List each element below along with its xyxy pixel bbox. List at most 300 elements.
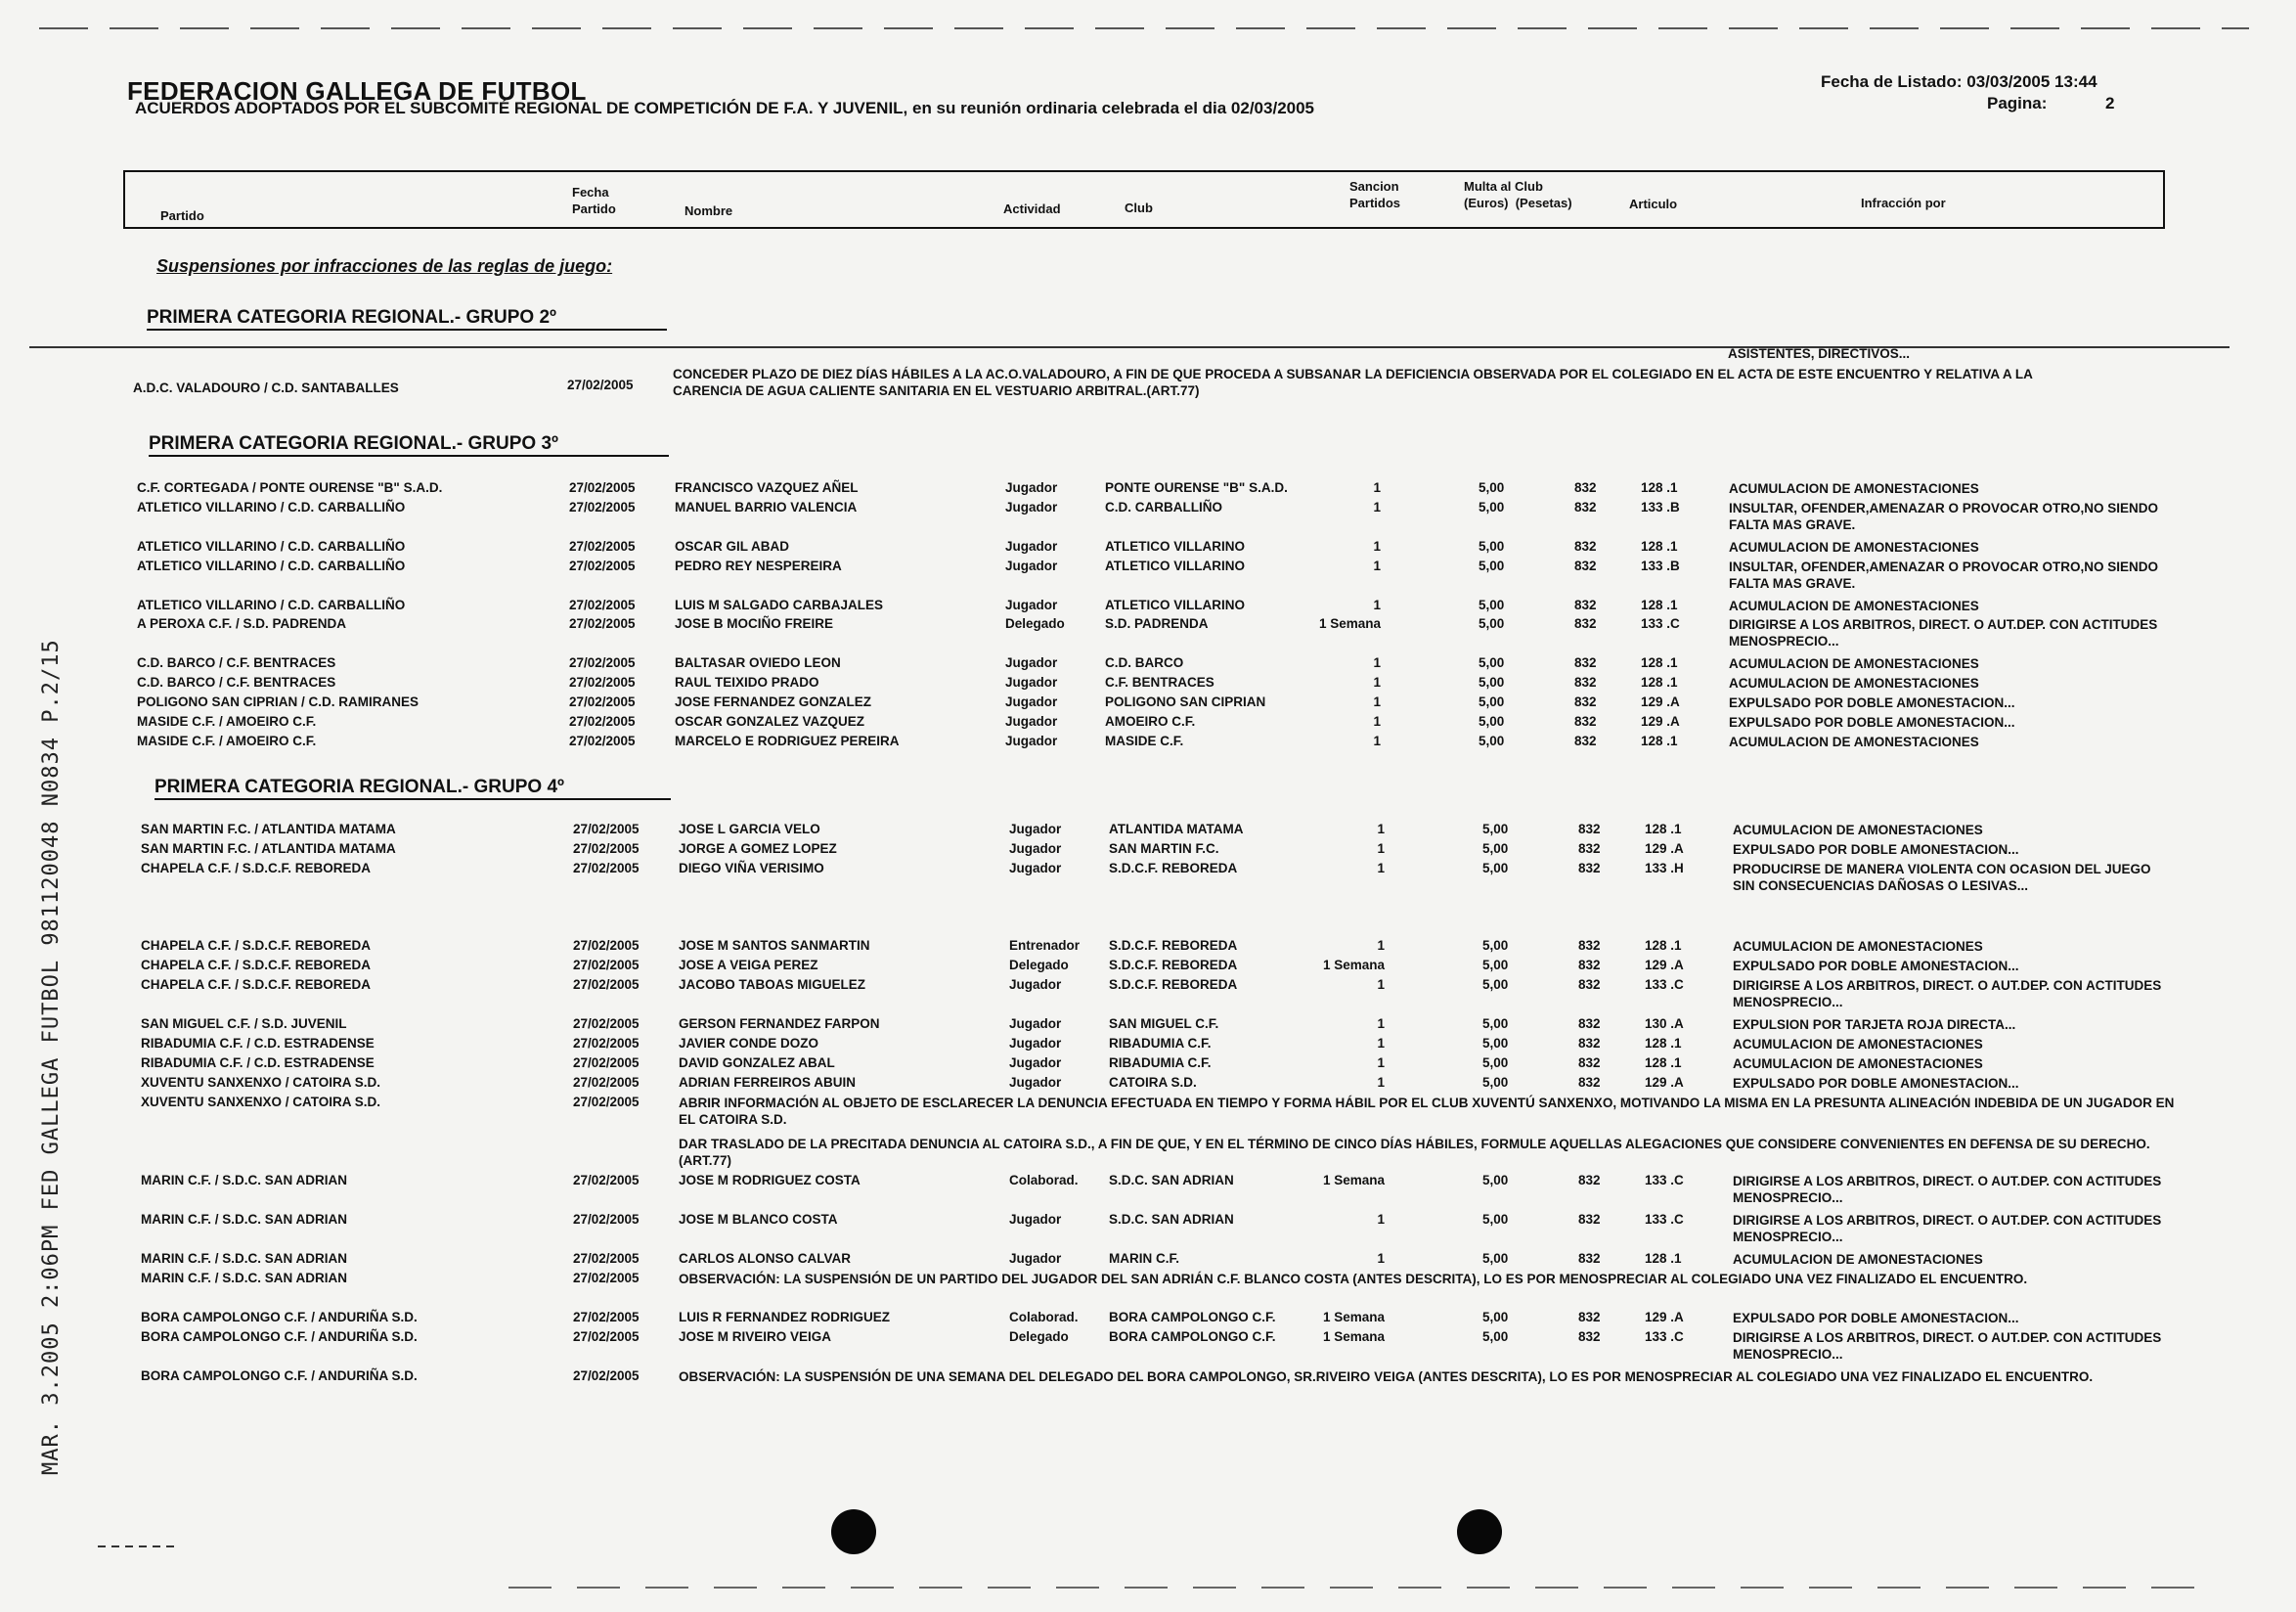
partido: C.D. BARCO / C.F. BENTRACES	[137, 655, 336, 670]
infraccion: DIRIGIRSE A LOS ARBITROS, DIRECT. O AUT.DEP. CON ACTITUDES MENOSPRECIO...	[1733, 1174, 2162, 1205]
fecha: 27/02/2005	[573, 1075, 640, 1090]
sancion: 1	[1373, 694, 1381, 709]
fecha: 27/02/2005	[569, 714, 636, 729]
nombre: OSCAR GONZALEZ VAZQUEZ	[675, 714, 864, 729]
actividad: Jugador	[1009, 1075, 1062, 1090]
sancion: 1	[1377, 1251, 1385, 1266]
sancion: 1	[1377, 841, 1385, 856]
partido: ATLETICO VILLARINO / C.D. CARBALLIÑO	[137, 559, 406, 573]
sancion: 1 Semana	[1318, 616, 1381, 631]
pesetas: 832	[1578, 958, 1601, 972]
infraccion: EXPULSADO POR DOBLE AMONESTACION...	[1733, 1311, 2019, 1325]
actividad: Jugador	[1005, 500, 1058, 515]
partido: MASIDE C.F. / AMOEIRO C.F.	[137, 734, 317, 748]
pesetas: 832	[1578, 822, 1601, 836]
partido: MARIN C.F. / S.D.C. SAN ADRIAN	[141, 1251, 348, 1266]
articulo: 133 .B	[1641, 500, 1680, 515]
euros: 5,00	[1479, 694, 1505, 709]
partido: ATLETICO VILLARINO / C.D. CARBALLIÑO	[137, 539, 406, 554]
sancion: 1	[1377, 861, 1385, 875]
nombre: MANUEL BARRIO VALENCIA	[675, 500, 858, 515]
federation-title: FEDERACION GALLEGA DE FUTBOL	[127, 76, 587, 106]
fecha: 27/02/2005	[573, 1310, 640, 1324]
nombre: JACOBO TABOAS MIGUELEZ	[679, 977, 866, 992]
nombre: GERSON FERNANDEZ FARPON	[679, 1016, 880, 1031]
fecha: 27/02/2005	[573, 1016, 640, 1031]
resolution-note: DAR TRASLADO DE LA PRECITADA DENUNCIA AL CATOIRA S.D., A FIN DE QUE, Y EN EL TÉRMINO DE CINCO DÍAS HÁBILES, FORMULE AQUELLAS ALEGACIONES QUE CONSIDERE CONVENIENTES EN DEFENSA DE SU DERECHO.(ART.77)	[679, 1137, 2150, 1168]
infraccion: ACUMULACION DE AMONESTACIONES	[1729, 540, 1979, 555]
fecha: 27/02/2005	[573, 1251, 640, 1266]
pesetas: 832	[1578, 861, 1601, 875]
sancion: 1	[1373, 734, 1381, 748]
col-partido: Partido	[160, 208, 204, 223]
pesetas: 832	[1578, 1055, 1601, 1070]
euros: 5,00	[1482, 1016, 1509, 1031]
infraccion: ACUMULACION DE AMONESTACIONES	[1733, 1056, 1983, 1071]
pesetas: 832	[1578, 1310, 1601, 1324]
infraccion: ACUMULACION DE AMONESTACIONES	[1733, 1037, 1983, 1052]
partido: RIBADUMIA C.F. / C.D. ESTRADENSE	[141, 1036, 375, 1051]
nombre: JOSE A VEIGA PEREZ	[679, 958, 818, 972]
actividad: Jugador	[1009, 1251, 1062, 1266]
pesetas: 832	[1578, 938, 1601, 953]
nombre: JOSE M SANTOS SANMARTIN	[679, 938, 870, 953]
nombre: OSCAR GIL ABAD	[675, 539, 790, 554]
euros: 5,00	[1482, 1173, 1509, 1187]
fecha: 27/02/2005	[573, 1271, 640, 1285]
col-actividad: Actividad	[1003, 202, 1061, 216]
pesetas: 832	[1578, 1075, 1601, 1090]
fecha: 27/02/2005	[569, 500, 636, 515]
sancion: 1 Semana	[1322, 1329, 1385, 1344]
club: MASIDE C.F.	[1105, 734, 1184, 748]
nombre: JOSE M RIVEIRO VEIGA	[679, 1329, 832, 1344]
club: S.D.C.F. REBOREDA	[1109, 938, 1238, 953]
actividad: Colaborad.	[1009, 1310, 1079, 1324]
club: C.D. CARBALLIÑO	[1105, 500, 1222, 515]
fecha: 27/02/2005	[569, 480, 636, 495]
fecha: 27/02/2005	[569, 616, 636, 631]
actividad: Jugador	[1005, 559, 1058, 573]
partido: BORA CAMPOLONGO C.F. / ANDURIÑA S.D.	[141, 1329, 418, 1344]
actividad: Jugador	[1009, 1055, 1062, 1070]
euros: 5,00	[1479, 675, 1505, 690]
euros: 5,00	[1482, 841, 1509, 856]
partido: ATLETICO VILLARINO / C.D. CARBALLIÑO	[137, 500, 406, 515]
infraccion: INSULTAR, OFENDER,AMENAZAR O PROVOCAR OTRO,NO SIENDO FALTA MAS GRAVE.	[1729, 560, 2159, 591]
sancion: 1	[1377, 1212, 1385, 1227]
articulo: 128 .1	[1645, 938, 1682, 953]
euros: 5,00	[1482, 1310, 1509, 1324]
infraccion: EXPULSADO POR DOBLE AMONESTACION...	[1733, 842, 2019, 857]
partido: MASIDE C.F. / AMOEIRO C.F.	[137, 714, 317, 729]
actividad: Jugador	[1005, 655, 1058, 670]
actividad: Jugador	[1005, 714, 1058, 729]
sancion: 1	[1373, 559, 1381, 573]
club: CATOIRA S.D.	[1109, 1075, 1197, 1090]
partido: SAN MARTIN F.C. / ATLANTIDA MATAMA	[141, 822, 396, 836]
pesetas: 832	[1574, 598, 1597, 612]
nombre: JOSE L GARCIA VELO	[679, 822, 820, 836]
pesetas: 832	[1578, 841, 1601, 856]
euros: 5,00	[1482, 958, 1509, 972]
partido: BORA CAMPOLONGO C.F. / ANDURIÑA S.D.	[141, 1368, 418, 1383]
fecha: 27/02/2005	[569, 734, 636, 748]
section-title: Suspensiones por infracciones de las reglas de juego:	[156, 256, 613, 276]
sancion: 1	[1377, 1075, 1385, 1090]
club: S.D.C. SAN ADRIAN	[1109, 1173, 1234, 1187]
club: POLIGONO SAN CIPRIAN	[1105, 694, 1266, 709]
fecha: 27/02/2005	[573, 1055, 640, 1070]
club: SAN MARTIN F.C.	[1109, 841, 1219, 856]
nombre: PEDRO REY NESPEREIRA	[675, 559, 842, 573]
fax-transmission-line: MAR. 3.2005 2:06PM FED GALLEGA FUTBOL 981120048 N0834 P.2/15	[39, 639, 64, 1475]
club: S.D.C.F. REBOREDA	[1109, 977, 1238, 992]
nombre: JORGE A GOMEZ LOPEZ	[679, 841, 837, 856]
sancion: 1	[1377, 822, 1385, 836]
fecha: 27/02/2005	[573, 1173, 640, 1187]
articulo: 129 .A	[1645, 1075, 1684, 1090]
euros: 5,00	[1479, 734, 1505, 748]
sancion: 1 Semana	[1322, 1310, 1385, 1324]
col-fecha: Fecha Partido	[572, 185, 616, 216]
pesetas: 832	[1578, 1173, 1601, 1187]
fecha: 27/02/2005	[573, 958, 640, 972]
sancion: 1	[1373, 500, 1381, 515]
sancion: 1	[1377, 1036, 1385, 1051]
fecha: 27/02/2005	[573, 977, 640, 992]
club: AMOEIRO C.F.	[1105, 714, 1196, 729]
fecha: 27/02/2005	[569, 539, 636, 554]
fecha: 27/02/2005	[573, 938, 640, 953]
punch-hole	[1457, 1509, 1502, 1554]
euros: 5,00	[1482, 1212, 1509, 1227]
carryover-text: ASISTENTES, DIRECTIVOS...	[1728, 346, 1911, 361]
nombre: MARCELO E RODRIGUEZ PEREIRA	[675, 734, 900, 748]
pesetas: 832	[1578, 1251, 1601, 1266]
infraccion: EXPULSADO POR DOBLE AMONESTACION...	[1729, 695, 2015, 710]
sancion: 1	[1377, 938, 1385, 953]
partido: XUVENTU SANXENXO / CATOIRA S.D.	[141, 1095, 381, 1109]
club: C.F. BENTRACES	[1105, 675, 1214, 690]
club: RIBADUMIA C.F.	[1109, 1036, 1212, 1051]
fecha: 27/02/2005	[569, 655, 636, 670]
infraccion: INSULTAR, OFENDER,AMENAZAR O PROVOCAR OTRO,NO SIENDO FALTA MAS GRAVE.	[1729, 501, 2159, 532]
pesetas: 832	[1578, 1016, 1601, 1031]
pesetas: 832	[1578, 1329, 1601, 1344]
infraccion: ACUMULACION DE AMONESTACIONES	[1729, 676, 1979, 691]
infraccion: ACUMULACION DE AMONESTACIONES	[1729, 656, 1979, 671]
sancion: 1 Semana	[1322, 958, 1385, 972]
group-title-2: PRIMERA CATEGORIA REGIONAL.- GRUPO 2º	[147, 307, 556, 328]
group-title-4: PRIMERA CATEGORIA REGIONAL.- GRUPO 4º	[155, 777, 564, 797]
actividad: Entrenador	[1009, 938, 1081, 953]
pesetas: 832	[1574, 694, 1597, 709]
nombre: RAUL TEIXIDO PRADO	[675, 675, 819, 690]
club: BORA CAMPOLONGO C.F.	[1109, 1310, 1276, 1324]
sancion: 1	[1373, 539, 1381, 554]
euros: 5,00	[1482, 1329, 1509, 1344]
euros: 5,00	[1479, 539, 1505, 554]
fecha: 27/02/2005	[573, 1036, 640, 1051]
infraccion: EXPULSADO POR DOBLE AMONESTACION...	[1733, 1076, 2019, 1091]
euros: 5,00	[1482, 822, 1509, 836]
euros: 5,00	[1482, 938, 1509, 953]
articulo: 133 .C	[1645, 1329, 1684, 1344]
euros: 5,00	[1482, 1075, 1509, 1090]
articulo: 128 .1	[1645, 1036, 1682, 1051]
pesetas: 832	[1578, 1036, 1601, 1051]
club: PONTE OURENSE "B" S.A.D.	[1105, 480, 1288, 495]
club: SAN MIGUEL C.F.	[1109, 1016, 1219, 1031]
pesetas: 832	[1574, 734, 1597, 748]
articulo: 133 .C	[1645, 977, 1684, 992]
fecha: 27/02/2005	[573, 822, 640, 836]
partido: MARIN C.F. / S.D.C. SAN ADRIAN	[141, 1212, 348, 1227]
articulo: 133 .H	[1645, 861, 1684, 875]
nombre: DAVID GONZALEZ ABAL	[679, 1055, 835, 1070]
fecha: 27/02/2005	[573, 1329, 640, 1344]
group-underline	[155, 798, 671, 800]
actividad: Colaborad.	[1009, 1173, 1079, 1187]
euros: 5,00	[1482, 1036, 1509, 1051]
fecha: 27/02/2005	[569, 694, 636, 709]
partido: A.D.C. VALADOURO / C.D. SANTABALLES	[133, 381, 399, 395]
actividad: Jugador	[1009, 1212, 1062, 1227]
pesetas: 832	[1578, 1212, 1601, 1227]
actividad: Jugador	[1005, 598, 1058, 612]
sancion: 1	[1373, 598, 1381, 612]
group-title-3: PRIMERA CATEGORIA REGIONAL.- GRUPO 3º	[149, 433, 558, 454]
nombre: LUIS M SALGADO CARBAJALES	[675, 598, 884, 612]
infraccion: DIRIGIRSE A LOS ARBITROS, DIRECT. O AUT.DEP. CON ACTITUDES MENOSPRECIO...	[1733, 978, 2162, 1009]
resolution-note: CONCEDER PLAZO DE DIEZ DÍAS HÁBILES A LA AC.O.VALADOURO, A FIN DE QUE PROCEDA A SUBSANAR LA DEFICIENCIA OBSERVADA POR EL COLEGIADO EN EL ACTA DE ESTE ENCUENTRO Y RELATIVA A LA CARENCIA DE AGUA CALIENTE SANITARIA EN EL VESTUARIO ARBITRAL.(ART.77)	[673, 367, 2033, 398]
partido: CHAPELA C.F. / S.D.C.F. REBOREDA	[141, 977, 372, 992]
fecha: 27/02/2005	[567, 378, 634, 392]
nombre: ADRIAN FERREIROS ABUIN	[679, 1075, 857, 1090]
actividad: Jugador	[1005, 480, 1058, 495]
scan-dashes-bottom	[508, 1587, 2220, 1589]
infraccion: ACUMULACION DE AMONESTACIONES	[1733, 1252, 1983, 1267]
col-articulo: Articulo	[1629, 197, 1678, 211]
fecha: 27/02/2005	[573, 861, 640, 875]
articulo: 128 .1	[1645, 1251, 1682, 1266]
euros: 5,00	[1479, 500, 1505, 515]
club: ATLETICO VILLARINO	[1105, 559, 1245, 573]
fecha: 27/02/2005	[573, 1212, 640, 1227]
articulo: 128 .1	[1641, 480, 1678, 495]
articulo: 128 .1	[1641, 675, 1678, 690]
col-infraccion: Infracción por	[1861, 196, 1946, 210]
actividad: Jugador	[1005, 675, 1058, 690]
club: MARIN C.F.	[1109, 1251, 1179, 1266]
euros: 5,00	[1479, 655, 1505, 670]
nombre: JAVIER CONDE DOZO	[679, 1036, 819, 1051]
partido: RIBADUMIA C.F. / C.D. ESTRADENSE	[141, 1055, 375, 1070]
pesetas: 832	[1574, 714, 1597, 729]
articulo: 129 .A	[1645, 1310, 1684, 1324]
club: S.D.C.F. REBOREDA	[1109, 861, 1238, 875]
actividad: Delegado	[1009, 1329, 1069, 1344]
euros: 5,00	[1482, 861, 1509, 875]
club: S.D. PADRENDA	[1105, 616, 1209, 631]
euros: 5,00	[1482, 1251, 1509, 1266]
nombre: JOSE M RODRIGUEZ COSTA	[679, 1173, 861, 1187]
fecha: 27/02/2005	[573, 1095, 640, 1109]
pesetas: 832	[1574, 500, 1597, 515]
actividad: Jugador	[1005, 539, 1058, 554]
resolution-note: ABRIR INFORMACIÓN AL OBJETO DE ESCLARECER LA DENUNCIA EFECTUADA EN TIEMPO Y FORMA HÁBIL POR EL CLUB XUVENTÚ SANXENXO, MOTIVANDO LA MISMA EN LA PRESUNTA ALINEACIÓN INDEBIDA DE UN JUGADOR EN EL CATOIRA S.D.	[679, 1096, 2175, 1127]
club: ATLANTIDA MATAMA	[1109, 822, 1244, 836]
euros: 5,00	[1479, 480, 1505, 495]
euros: 5,00	[1482, 1055, 1509, 1070]
actividad: Jugador	[1009, 1016, 1062, 1031]
sancion: 1 Semana	[1322, 1173, 1385, 1187]
partido: SAN MARTIN F.C. / ATLANTIDA MATAMA	[141, 841, 396, 856]
partido: CHAPELA C.F. / S.D.C.F. REBOREDA	[141, 861, 372, 875]
club: ATLETICO VILLARINO	[1105, 598, 1245, 612]
actividad: Delegado	[1005, 616, 1065, 631]
infraccion: ACUMULACION DE AMONESTACIONES	[1729, 599, 1979, 613]
page-label: Pagina:	[1987, 94, 2048, 112]
actividad: Jugador	[1009, 1036, 1062, 1051]
euros: 5,00	[1479, 616, 1505, 631]
articulo: 128 .1	[1641, 655, 1678, 670]
scan-dashes-top	[39, 27, 2249, 29]
infraccion: DIRIGIRSE A LOS ARBITROS, DIRECT. O AUT.DEP. CON ACTITUDES MENOSPRECIO...	[1729, 617, 2158, 649]
sancion: 1	[1373, 655, 1381, 670]
sancion: 1	[1373, 480, 1381, 495]
partido: BORA CAMPOLONGO C.F. / ANDURIÑA S.D.	[141, 1310, 418, 1324]
actividad: Delegado	[1009, 958, 1069, 972]
pesetas: 832	[1574, 655, 1597, 670]
nombre: FRANCISCO VAZQUEZ AÑEL	[675, 480, 859, 495]
scan-mark	[98, 1545, 176, 1547]
articulo: 133 .C	[1645, 1173, 1684, 1187]
partido: C.D. BARCO / C.F. BENTRACES	[137, 675, 336, 690]
col-sancion: Sancion Partidos	[1349, 179, 1401, 210]
fecha: 27/02/2005	[573, 1368, 640, 1383]
euros: 5,00	[1479, 714, 1505, 729]
nombre: JOSE B MOCIÑO FREIRE	[675, 616, 834, 631]
infraccion: EXPULSION POR TARJETA ROJA DIRECTA...	[1733, 1017, 2016, 1032]
pesetas: 832	[1574, 616, 1597, 631]
partido: A PEROXA C.F. / S.D. PADRENDA	[137, 616, 347, 631]
infraccion: EXPULSADO POR DOBLE AMONESTACION...	[1729, 715, 2015, 730]
resolution-note: OBSERVACIÓN: LA SUSPENSIÓN DE UN PARTIDO DEL JUGADOR DEL SAN ADRIÁN C.F. BLANCO COSTA (ANTES DESCRITA), LO ES POR MENOSPRECIAR AL COLEGIADO UNA VEZ FINALIZADO EL ENCUENTRO.	[679, 1272, 2028, 1286]
infraccion: DIRIGIRSE A LOS ARBITROS, DIRECT. O AUT.DEP. CON ACTITUDES MENOSPRECIO...	[1733, 1330, 2162, 1362]
pesetas: 832	[1578, 977, 1601, 992]
partido: C.F. CORTEGADA / PONTE OURENSE "B" S.A.D.	[137, 480, 443, 495]
partido: ATLETICO VILLARINO / C.D. CARBALLIÑO	[137, 598, 406, 612]
articulo: 129 .A	[1641, 714, 1680, 729]
pesetas: 832	[1574, 559, 1597, 573]
resolution-note: OBSERVACIÓN: LA SUSPENSIÓN DE UNA SEMANA DEL DELEGADO DEL BORA CAMPOLONGO, SR.RIVEIRO VEIGA (ANTES DESCRITA), LO ES POR MENOSPRECIAR AL COLEGIADO UNA VEZ FINALIZADO EL ENCUENTRO.	[679, 1369, 2094, 1384]
sancion: 1	[1377, 1055, 1385, 1070]
nombre: JOSE FERNANDEZ GONZALEZ	[675, 694, 872, 709]
fecha: 27/02/2005	[569, 559, 636, 573]
articulo: 128 .1	[1641, 598, 1678, 612]
euros: 5,00	[1479, 559, 1505, 573]
fecha: 27/02/2005	[573, 841, 640, 856]
nombre: CARLOS ALONSO CALVAR	[679, 1251, 851, 1266]
actividad: Jugador	[1009, 977, 1062, 992]
articulo: 128 .1	[1645, 1055, 1682, 1070]
euros: 5,00	[1479, 598, 1505, 612]
pesetas: 832	[1574, 675, 1597, 690]
listing-date: Fecha de Listado: 03/03/2005 13:44	[1821, 72, 2097, 91]
articulo: 130 .A	[1645, 1016, 1684, 1031]
infraccion: ACUMULACION DE AMONESTACIONES	[1729, 481, 1979, 496]
sancion: 1	[1373, 675, 1381, 690]
actividad: Jugador	[1009, 822, 1062, 836]
fecha: 27/02/2005	[569, 598, 636, 612]
punch-hole	[831, 1509, 876, 1554]
group-underline	[147, 329, 667, 331]
group-underline	[149, 455, 669, 457]
col-nombre: Nombre	[684, 203, 733, 218]
articulo: 133 .C	[1645, 1212, 1684, 1227]
articulo: 129 .A	[1645, 841, 1684, 856]
partido: POLIGONO SAN CIPRIAN / C.D. RAMIRANES	[137, 694, 419, 709]
club: RIBADUMIA C.F.	[1109, 1055, 1212, 1070]
articulo: 128 .1	[1641, 539, 1678, 554]
partido: CHAPELA C.F. / S.D.C.F. REBOREDA	[141, 958, 372, 972]
infraccion: EXPULSADO POR DOBLE AMONESTACION...	[1733, 959, 2019, 973]
actividad: Jugador	[1005, 694, 1058, 709]
infraccion: DIRIGIRSE A LOS ARBITROS, DIRECT. O AUT.DEP. CON ACTITUDES MENOSPRECIO...	[1733, 1213, 2162, 1244]
fecha: 27/02/2005	[569, 675, 636, 690]
nombre: DIEGO VIÑA VERISIMO	[679, 861, 824, 875]
pesetas: 832	[1574, 480, 1597, 495]
articulo: 128 .1	[1645, 822, 1682, 836]
infraccion: ACUMULACION DE AMONESTACIONES	[1729, 735, 1979, 749]
euros: 5,00	[1482, 977, 1509, 992]
club: BORA CAMPOLONGO C.F.	[1109, 1329, 1276, 1344]
pesetas: 832	[1574, 539, 1597, 554]
report-subtitle: ACUERDOS ADOPTADOS POR EL SUBCOMITÉ REGIONAL DE COMPETICIÓN DE F.A. Y JUVENIL, en su reunión ordinaria celebrada el dia 02/03/2005	[135, 99, 1315, 117]
nombre: JOSE M BLANCO COSTA	[679, 1212, 838, 1227]
nombre: LUIS R FERNANDEZ RODRIGUEZ	[679, 1310, 890, 1324]
partido: CHAPELA C.F. / S.D.C.F. REBOREDA	[141, 938, 372, 953]
articulo: 129 .A	[1641, 694, 1680, 709]
actividad: Jugador	[1009, 861, 1062, 875]
nombre: BALTASAR OVIEDO LEON	[675, 655, 841, 670]
articulo: 133 .B	[1641, 559, 1680, 573]
sancion: 1	[1373, 714, 1381, 729]
partido: SAN MIGUEL C.F. / S.D. JUVENIL	[141, 1016, 347, 1031]
club: C.D. BARCO	[1105, 655, 1184, 670]
articulo: 133 .C	[1641, 616, 1680, 631]
actividad: Jugador	[1005, 734, 1058, 748]
infraccion: ACUMULACION DE AMONESTACIONES	[1733, 823, 1983, 837]
actividad: Jugador	[1009, 841, 1062, 856]
partido: MARIN C.F. / S.D.C. SAN ADRIAN	[141, 1173, 348, 1187]
sancion: 1	[1377, 977, 1385, 992]
partido: XUVENTU SANXENXO / CATOIRA S.D.	[141, 1075, 381, 1090]
club: S.D.C.F. REBOREDA	[1109, 958, 1238, 972]
club: S.D.C. SAN ADRIAN	[1109, 1212, 1234, 1227]
partido: MARIN C.F. / S.D.C. SAN ADRIAN	[141, 1271, 348, 1285]
col-club: Club	[1125, 201, 1153, 215]
page-number: 2	[2105, 94, 2115, 112]
infraccion: ACUMULACION DE AMONESTACIONES	[1733, 939, 1983, 954]
infraccion: PRODUCIRSE DE MANERA VIOLENTA CON OCASION DEL JUEGO SIN CONSECUENCIAS DAÑOSAS O LESIVAS...	[1733, 862, 2151, 893]
articulo: 129 .A	[1645, 958, 1684, 972]
articulo: 128 .1	[1641, 734, 1678, 748]
club: ATLETICO VILLARINO	[1105, 539, 1245, 554]
sancion: 1	[1377, 1016, 1385, 1031]
